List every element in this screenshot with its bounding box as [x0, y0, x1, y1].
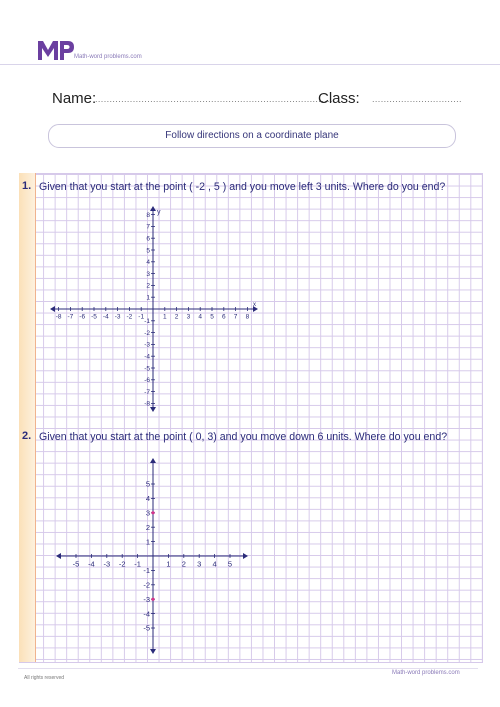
plane-2-y-tick-label: -1: [143, 566, 150, 576]
plane-2-y-tick-label: 4: [145, 494, 150, 504]
plane-1-x-axis-label: x: [253, 302, 256, 308]
question-1-text: Given that you start at the point ( -2 , 5 ) and you move left 3 units. Where do you end?: [39, 181, 446, 193]
plane-2-y-tick-label: -2: [143, 580, 150, 590]
class-label: Class:: [318, 90, 360, 107]
plane-2-y-tick-label: 5: [145, 479, 150, 489]
plane-1-x-tick-label: 8: [245, 313, 250, 321]
plane-2-x-tick-label: -5: [72, 559, 80, 569]
plane-2-x-tick-label: 3: [197, 559, 202, 569]
plane-2-y-tick-label: 1: [145, 537, 150, 547]
plane-1-x-tick-label: 3: [186, 313, 191, 321]
name-field[interactable]: ...................................................................................: [95, 94, 336, 104]
plane-2-x-tick-label: 2: [181, 559, 186, 569]
footer-site-url: Math-word problems.com: [392, 670, 460, 676]
plane-1-y-tick-label: -4: [144, 353, 150, 361]
question-1-number: 1.: [22, 180, 32, 192]
plane-1-y-axis-label: y: [157, 209, 161, 216]
plane-1-x-tick-label: -6: [79, 313, 86, 321]
plane-1-y-tick-label: -7: [144, 388, 150, 396]
plane-2-y-tick-label: -3: [143, 594, 150, 604]
plane-1-y-tick-label: -6: [144, 377, 150, 385]
plane-1-y-tick-label: 8: [146, 211, 150, 219]
plane-2-y-tick-label: 2: [145, 522, 150, 532]
plane-1-x-tick-label: 2: [174, 313, 179, 321]
plane-1-y-tick-label: -1: [144, 318, 150, 326]
plane-2-x-tick-label: -1: [134, 559, 141, 569]
plane-1-y-tick-label: 5: [146, 247, 150, 255]
plane-2-y-tick-label: -4: [143, 609, 150, 619]
plane-1-y-tick-label: -3: [144, 341, 150, 349]
plane-1-x-tick-label: -5: [91, 313, 97, 321]
plane-1-y-tick-label: 6: [146, 235, 150, 243]
plane-1-x-tick-label: -2: [126, 313, 133, 321]
plane-1-y-tick-label: 2: [146, 282, 150, 290]
plane-1-y-tick-label: -5: [144, 365, 150, 373]
plane-1-x-tick-label: 7: [233, 313, 238, 321]
worksheet-title: Follow directions on a coordinate plane: [165, 130, 339, 141]
plane-1-y-tick-label: -2: [144, 329, 150, 337]
plane-1-x-tick-label: 1: [162, 313, 167, 321]
plane-1-x-tick-label: 4: [198, 313, 203, 321]
plane-2-x-tick-label: 1: [166, 559, 171, 569]
plane-2-x-tick-label: 5: [227, 559, 233, 569]
plane-2-x-tick-label: -4: [88, 559, 95, 569]
plane-2-x-tick-label: -3: [103, 559, 111, 569]
question-2-text: Given that you start at the point ( 0, 3) and you move down 6 units. Where do you end?: [39, 431, 448, 443]
plane-1-y-tick-label: 3: [146, 270, 150, 278]
plane-1-x-tick-label: -3: [114, 313, 121, 321]
footer-divider: [18, 668, 478, 669]
footer-rights: All rights reserved: [24, 675, 65, 681]
plane-1-x-tick-label: 5: [210, 313, 214, 321]
class-field[interactable]: ...............................: [372, 94, 462, 104]
plane-1-y-tick-label: 7: [146, 223, 150, 231]
plane-1-x-tick-label: -8: [55, 313, 62, 321]
plane-1-x-tick-label: 6: [221, 313, 226, 321]
plane-1-axes: [50, 206, 258, 412]
plane-1-x-tick-label: -7: [67, 313, 74, 321]
plane-1-y-tick-label: 1: [146, 294, 150, 302]
plane-2-y-tick-label: -5: [143, 623, 150, 633]
plane-2-y-tick-label: 3: [145, 508, 150, 518]
site-url-header: Math-word problems.com: [74, 54, 142, 60]
plane-1-x-tick-label: -1: [138, 313, 145, 321]
plane-1-x-tick-label: -4: [102, 313, 109, 321]
question-2-number: 2.: [22, 430, 32, 442]
name-label: Name:: [52, 90, 97, 107]
plane-1-y-tick-label: -8: [144, 400, 150, 408]
plane-1-y-tick-label: 4: [146, 259, 150, 267]
plane-2-x-tick-label: 4: [212, 559, 217, 569]
plane-2-x-tick-label: -2: [118, 559, 126, 569]
